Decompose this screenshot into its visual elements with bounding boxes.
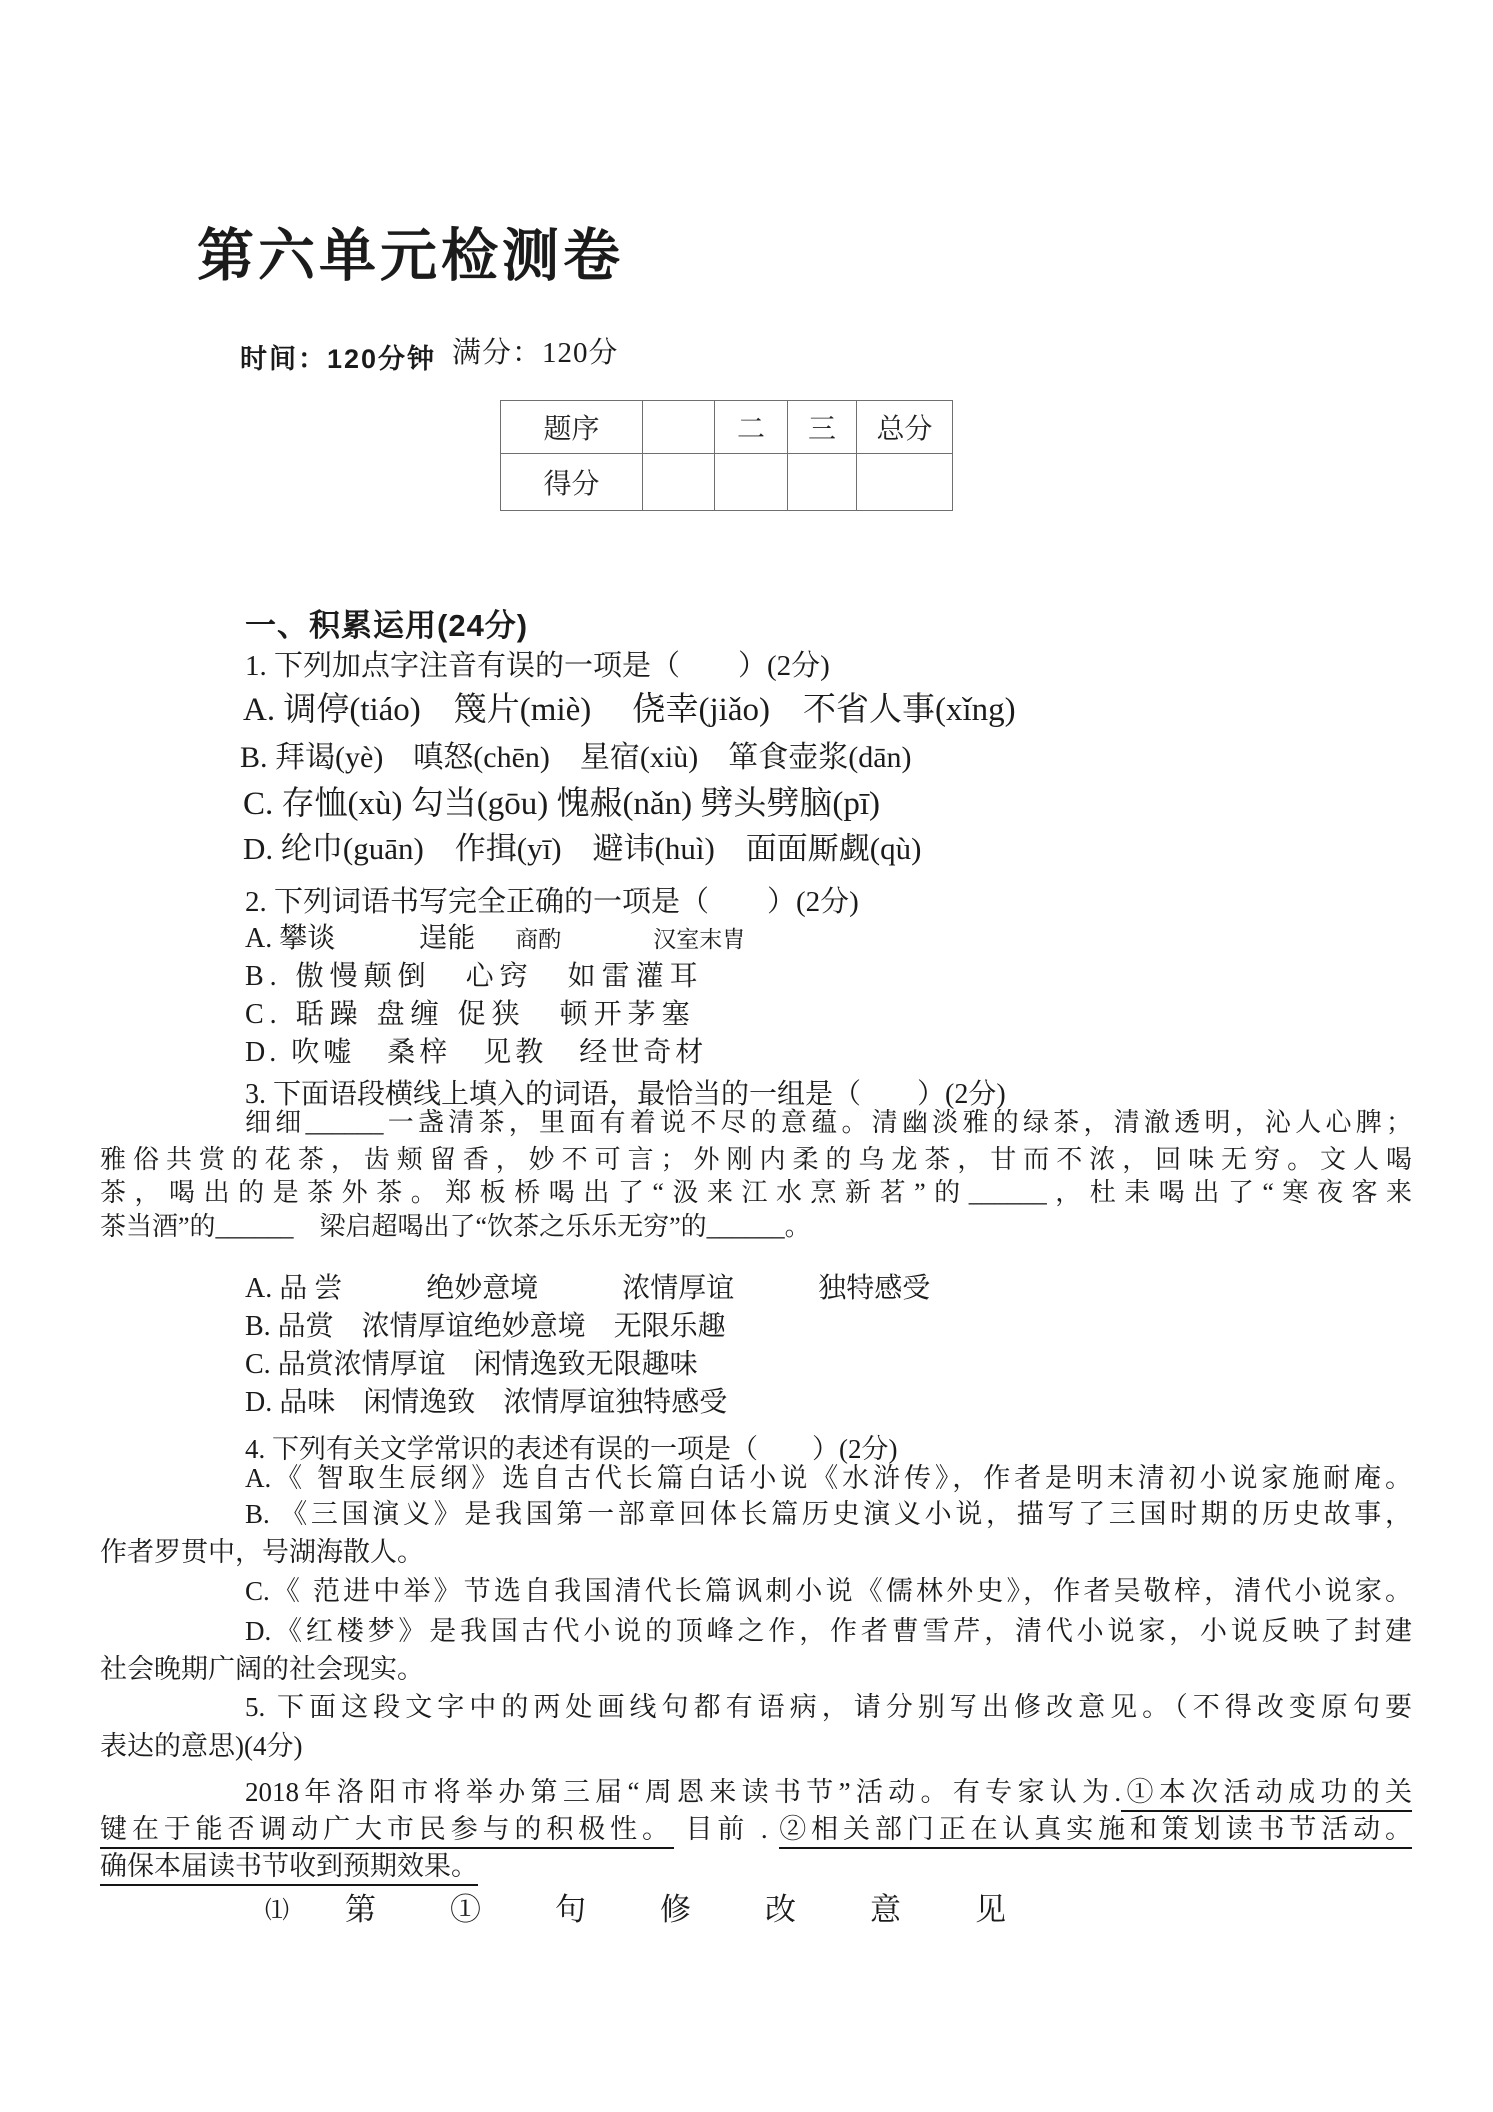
q4-option-b-line-2: 作者罗贯中，号湖海散人。 xyxy=(100,1537,424,1567)
q3-paragraph-line-4: 茶当酒”的______ 梁启超喝出了“饮茶之乐乐无穷”的______。 xyxy=(100,1212,811,1241)
score-table-cell-total: 总分 xyxy=(857,401,953,454)
score-table-cell-question-order: 题序 xyxy=(501,401,643,454)
q1-option-a: A. 调停(tiáo) 篾片(miè) 侥幸(jiǎo) 不省人事(xǐng) xyxy=(243,692,1016,728)
q4-stem: 4. 下列有关文学常识的表述有误的一项是（ ）(2分) xyxy=(245,1434,898,1464)
exam-full-score-label: 满分：120分 xyxy=(452,337,619,369)
q2-option-a xyxy=(245,916,745,956)
q3-stem: 3. 下面语段横线上填入的词语，最恰当的一组是（ ）(2分) xyxy=(245,1079,1006,1110)
q1-stem: 1. 下列加点字注音有误的一项是（ ）(2分) xyxy=(245,650,830,682)
q4-option-b-line-1: B. 《三国演义》是我国第一部章回体长篇历史演义小说，描写了三国时期的历史故事， xyxy=(245,1499,1412,1529)
q4-option-c: C.《 范进中举》节选自我国清代长篇讽刺小说《儒林外史》，作者吴敬梓，清代小说家。 xyxy=(245,1576,1412,1606)
score-table-cell-score-total xyxy=(857,454,953,511)
q5-answer-row-1-number: ⑴ xyxy=(265,1898,289,1924)
q5-paragraph-line-3 xyxy=(100,1849,1412,1884)
q5-paragraph-line-2 xyxy=(100,1812,1412,1847)
q2-option-c: C. 聒躁 盘缠 促狭 顿开茅塞 xyxy=(245,999,696,1030)
q2-option-a-tail: 商酌 汉室末胄 xyxy=(515,927,746,952)
q5-underlined-clause-1-end: 键在于能否调动广大市民参与的积极性。 xyxy=(100,1814,674,1849)
q5-underlined-clause-2-end: 确保本届读书节收到预期效果。 xyxy=(100,1851,478,1886)
q3-paragraph-line-1: 细细______一盏清茶，里面有着说不尽的意蕴。清幽淡雅的绿茶，清澈透明，沁人心脾； xyxy=(245,1108,1412,1137)
score-table-cell-score-1 xyxy=(643,454,715,511)
q5-text-normal-2: 目前 . xyxy=(685,1814,768,1844)
q3-option-a: A. 品 尝 绝妙意境 浓情厚谊 独特感受 xyxy=(245,1273,931,1304)
q3-option-d: D. 品味 闲情逸致 浓情厚谊独特感受 xyxy=(245,1387,728,1418)
q4-option-d-line-1: D.《红楼梦》是我国古代小说的顶峰之作，作者曹雪芹，清代小说家，小说反映了封建 xyxy=(245,1616,1412,1646)
q2-stem: 2. 下列词语书写完全正确的一项是（ ）(2分) xyxy=(245,886,859,918)
q2-option-d: D. 吹嘘 桑梓 见教 经世奇材 xyxy=(245,1037,708,1068)
score-table-cell-section-1 xyxy=(643,401,715,454)
q5-paragraph-line-1 xyxy=(100,1775,1412,1810)
q5-answer-row-1 xyxy=(265,1884,1080,1929)
q5-text-normal-1: 2018年洛阳市将举办第三届“周恩来读书节”活动。有专家认为. xyxy=(245,1777,1122,1807)
q3-paragraph-line-2: 雅俗共赏的花茶，齿颊留香，妙不可言；外刚内柔的乌龙茶，甘而不浓，回味无穷。文人喝 xyxy=(100,1145,1412,1174)
q3-option-b: B. 品赏 浓情厚谊绝妙意境 无限乐趣 xyxy=(245,1311,726,1342)
q1-option-b: B. 拜谒(yè) 嗔怒(chēn) 星宿(xiù) 箪食壶浆(dān) xyxy=(240,741,912,774)
q2-option-a-lead: A. 攀谈 逞能 xyxy=(245,923,476,954)
q5-answer-row-1-text: 第①句修改意见 xyxy=(345,1892,1080,1927)
exam-time-label: 时间：120分钟 xyxy=(240,344,437,374)
q4-option-d-line-2: 社会晚期广阔的社会现实。 xyxy=(100,1654,424,1684)
q3-option-c: C. 品赏浓情厚谊 闲情逸致无限趣味 xyxy=(245,1349,698,1380)
score-table-header-row xyxy=(501,401,953,454)
section-1-heading: 一、积累运用(24分) xyxy=(245,608,529,643)
q2-option-b: B. 傲慢颠倒 心窍 如雷灌耳 xyxy=(245,961,704,992)
q3-paragraph-line-3: 茶，喝出的是茶外茶。郑板桥喝出了“汲来江水烹新茗”的______，杜耒喝出了“寒夜客来 xyxy=(100,1178,1412,1207)
score-table xyxy=(500,400,953,511)
score-table-cell-score-2 xyxy=(715,454,788,511)
score-table-cell-score-label: 得分 xyxy=(501,454,643,511)
q5-stem-line-1: 5. 下面这段文字中的两处画线句都有语病，请分别写出修改意见。（不得改变原句要 xyxy=(245,1692,1412,1722)
score-table-cell-section-3: 三 xyxy=(788,401,857,454)
score-table-cell-section-2: 二 xyxy=(715,401,788,454)
q5-stem-line-2: 表达的意思)(4分) xyxy=(100,1731,303,1761)
q5-underlined-clause-1-start: ①本次活动成功的关 xyxy=(1121,1777,1412,1812)
q1-option-c: C. 存恤(xù) 勾当(gōu) 愧赧(nǎn) 劈头劈脑(pī) xyxy=(243,786,880,822)
page-title: 第六单元检测卷 xyxy=(197,225,624,288)
score-table-score-row xyxy=(501,454,953,511)
q4-option-a: A.《 智取生辰纲》选自古代长篇白话小说《水浒传》，作者是明末清初小说家施耐庵。 xyxy=(245,1463,1412,1493)
q1-option-d: D. 纶巾(guān) 作揖(yī) 避讳(huì) 面面厮觑(qù) xyxy=(243,831,922,866)
q5-underlined-clause-2-start: ②相关部门正在认真实施和策划读书节活动。 xyxy=(779,1814,1412,1849)
score-table-cell-score-3 xyxy=(788,454,857,511)
